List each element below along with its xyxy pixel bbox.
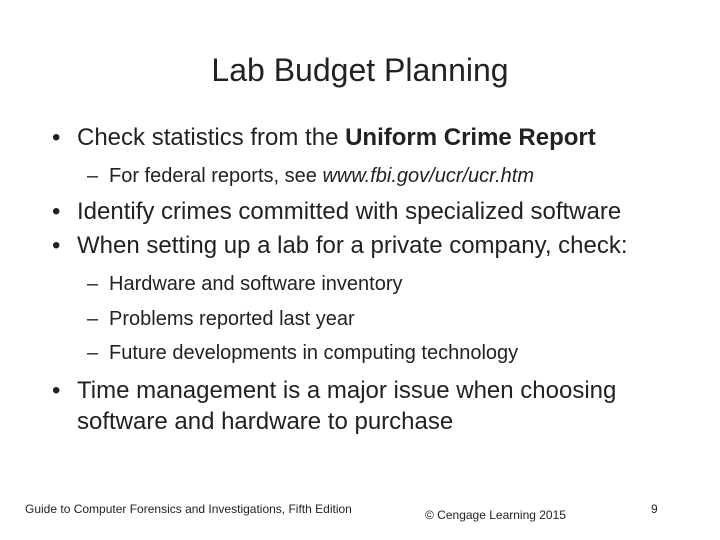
bullet-time-management-line2: software and hardware to purchase	[77, 408, 454, 435]
dash-marker: –	[87, 273, 99, 295]
footer-book-title: Guide to Computer Forensics and Investigations, Fifth Edition	[25, 502, 352, 516]
slide-title: Lab Budget Planning	[211, 52, 509, 88]
dash-marker: –	[87, 308, 99, 330]
sub-bullet-text: For federal reports, see	[109, 165, 323, 187]
bullet-identify-crimes: Identify crimes committed with specialized software	[77, 198, 622, 225]
sub-bullet-inventory: Hardware and software inventory	[109, 273, 403, 295]
bullet-marker: •	[52, 377, 61, 404]
sub-bullet-future: Future developments in computing technology	[109, 342, 519, 364]
footer-copyright: © Cengage Learning 2015	[425, 508, 566, 522]
sub-bullet-problems: Problems reported last year	[109, 308, 355, 330]
bullet-marker: •	[52, 124, 61, 151]
uniform-crime-report-emphasis: Uniform Crime Report	[345, 124, 596, 151]
footer-page-number: 9	[651, 502, 658, 516]
dash-marker: –	[87, 165, 99, 187]
fbi-url: www.fbi.gov/ucr/ucr.htm	[322, 165, 534, 187]
dash-marker: –	[87, 342, 99, 364]
bullet-check-statistics	[77, 124, 596, 152]
bullet-marker: •	[52, 198, 61, 225]
bullet-private-company-lab: When setting up a lab for a private company, check:	[77, 232, 628, 259]
sub-bullet-federal-reports	[109, 165, 534, 188]
bullet-time-management-line1: Time management is a major issue when choosing	[77, 377, 617, 404]
bullet-text: Check statistics from the	[77, 124, 346, 151]
bullet-marker: •	[52, 232, 61, 259]
